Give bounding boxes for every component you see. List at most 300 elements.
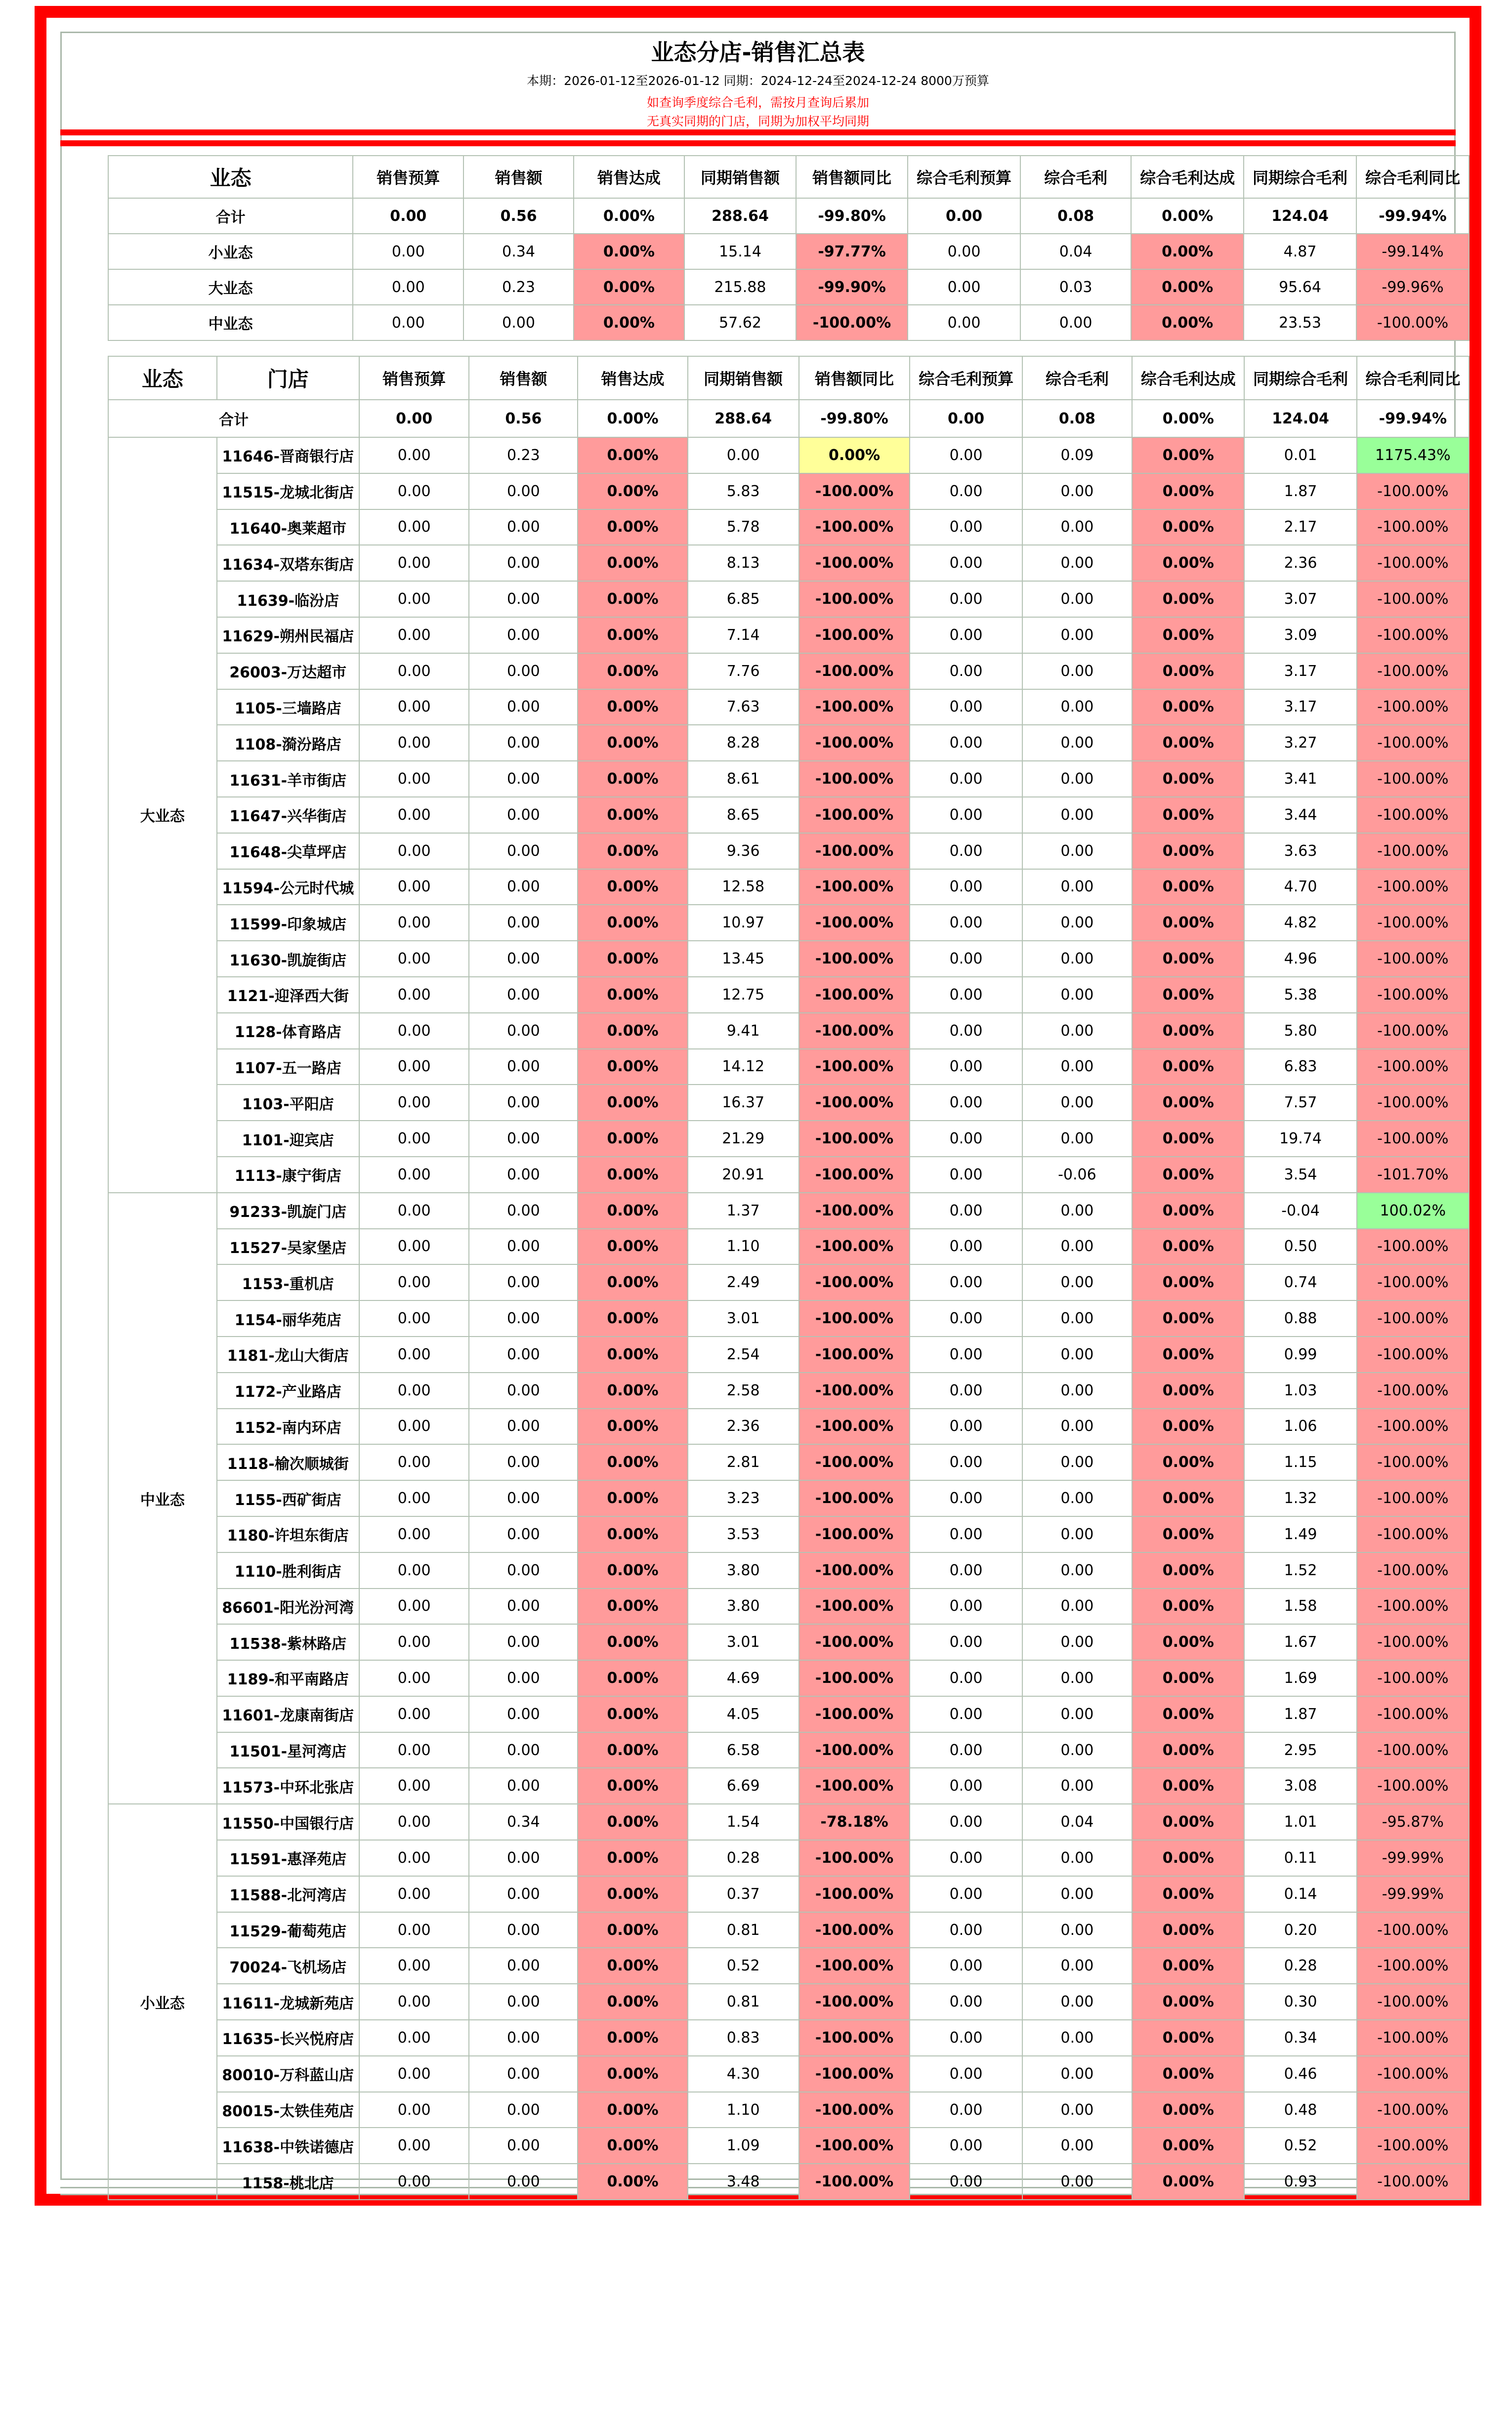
column-header: 综合毛利预算 — [908, 156, 1020, 198]
store-cell: 0.00 — [359, 1696, 469, 1732]
store-cell: 0.00 — [1022, 941, 1132, 977]
table-row — [108, 1085, 1469, 1121]
store-cell: 0.00 — [1022, 725, 1132, 761]
store-cell: 0.00 — [359, 1121, 469, 1157]
store-cell: 0.00% — [578, 725, 687, 761]
store-cell: 0.00 — [469, 797, 578, 833]
store-cell: -100.00% — [799, 689, 910, 725]
store-cell: 0.00 — [359, 1912, 469, 1948]
summary-cell: 23.53 — [1244, 305, 1356, 340]
store-cell: 0.00% — [578, 1444, 687, 1480]
store-cell: 0.00% — [1132, 1660, 1244, 1696]
store-cell: 3.17 — [1244, 689, 1356, 725]
store-name: 1101-迎宾店 — [217, 1121, 359, 1157]
store-name: 11550-中国银行店 — [217, 1804, 359, 1840]
store-cell: 0.00% — [1132, 1516, 1244, 1552]
table-row — [108, 905, 1469, 941]
store-cell: 14.12 — [688, 1049, 799, 1085]
store-cell: 1.58 — [1244, 1589, 1356, 1625]
column-header: 同期综合毛利 — [1244, 356, 1356, 400]
summary-cell: 0.00% — [1131, 269, 1244, 305]
store-cell: 0.00 — [469, 1516, 578, 1552]
store-cell: 0.00 — [1022, 1337, 1132, 1373]
store-cell: 0.00 — [1022, 905, 1132, 941]
store-name: 80010-万科蓝山店 — [217, 2056, 359, 2092]
store-cell: 0.00% — [1132, 1589, 1244, 1625]
store-cell: 0.00% — [1132, 545, 1244, 581]
store-cell: 0.00% — [1132, 1373, 1244, 1409]
store-cell: 0.00% — [1132, 1696, 1244, 1732]
store-cell: 0.00 — [469, 977, 578, 1013]
table-row — [108, 1516, 1469, 1552]
store-cell: 0.00% — [1132, 725, 1244, 761]
store-cell: 0.00 — [359, 977, 469, 1013]
store-cell: 0.00 — [359, 1480, 469, 1516]
table-row — [108, 797, 1469, 833]
summary-header-row — [108, 156, 1469, 198]
store-cell: -0.06 — [1022, 1157, 1132, 1193]
table-row — [108, 1013, 1469, 1049]
store-cell: 3.54 — [1244, 1157, 1356, 1193]
store-cell: 0.48 — [1244, 2092, 1356, 2128]
column-header: 综合毛利 — [1020, 156, 1131, 198]
store-cell: 0.00 — [469, 1444, 578, 1480]
store-cell: 16.37 — [688, 1085, 799, 1121]
store-cell: 0.00 — [910, 833, 1022, 869]
store-cell: 0.00 — [469, 2164, 578, 2200]
store-cell: 0.00 — [359, 1732, 469, 1768]
store-cell: 0.00 — [910, 1085, 1022, 1121]
store-cell: 0.00% — [578, 1552, 687, 1589]
store-cell: -100.00% — [799, 1948, 910, 1984]
store-cell: 0.00% — [578, 2020, 687, 2056]
store-cell: 0.00 — [1022, 977, 1132, 1013]
store-cell: 4.82 — [1244, 905, 1356, 941]
store-cell: 0.00 — [469, 1696, 578, 1732]
store-cell: 0.00 — [910, 941, 1022, 977]
store-cell: 2.95 — [1244, 1732, 1356, 1768]
format-group-label: 中业态 — [108, 1193, 217, 1804]
store-cell: 0.00 — [359, 797, 469, 833]
store-cell: 0.00% — [578, 545, 687, 581]
store-cell: -100.00% — [799, 473, 910, 509]
store-cell: 3.41 — [1244, 761, 1356, 797]
store-cell: 100.02% — [1357, 1193, 1469, 1229]
store-cell: 0.00% — [578, 797, 687, 833]
store-cell: 1.52 — [1244, 1552, 1356, 1589]
store-cell: 8.13 — [688, 545, 799, 581]
store-cell: 0.00 — [469, 653, 578, 689]
store-cell: 0.00 — [910, 1984, 1022, 2020]
store-cell: -100.00% — [799, 941, 910, 977]
summary-row-label: 合计 — [108, 198, 353, 234]
store-name: 11538-紫林路店 — [217, 1624, 359, 1660]
store-cell: 0.81 — [688, 1984, 799, 2020]
store-cell: 1.09 — [688, 2128, 799, 2164]
store-name: 11501-星河湾店 — [217, 1732, 359, 1768]
store-cell: 3.07 — [1244, 581, 1356, 617]
store-cell: -100.00% — [1357, 941, 1469, 977]
store-name: 1158-桃北店 — [217, 2164, 359, 2200]
store-cell: 1.87 — [1244, 1696, 1356, 1732]
store-cell: 0.00% — [578, 1948, 687, 1984]
store-name: 86601-阳光汾河湾 — [217, 1589, 359, 1625]
table-row — [108, 1444, 1469, 1480]
store-cell: 0.00% — [1132, 761, 1244, 797]
report-title: 业态分店-销售汇总表 — [651, 39, 865, 66]
store-cell: -100.00% — [799, 1444, 910, 1480]
store-cell: -100.00% — [799, 2128, 910, 2164]
store-cell: 0.00% — [578, 1157, 687, 1193]
store-cell: -100.00% — [1357, 1696, 1469, 1732]
store-cell: 0.04 — [1022, 1804, 1132, 1840]
store-cell: -100.00% — [1357, 1732, 1469, 1768]
store-cell: 0.00 — [910, 1840, 1022, 1876]
store-cell: 0.00% — [578, 1804, 687, 1840]
detail-total-label: 合计 — [108, 400, 359, 437]
store-cell: 0.00 — [359, 1624, 469, 1660]
store-cell: 2.17 — [1244, 509, 1356, 545]
store-name: 11640-奥莱超市 — [217, 509, 359, 545]
store-cell: 0.00% — [578, 653, 687, 689]
store-cell: 2.36 — [1244, 545, 1356, 581]
summary-cell: 0.00% — [1131, 234, 1244, 269]
store-cell: 0.00% — [578, 1229, 687, 1265]
store-cell: 0.00 — [359, 2020, 469, 2056]
store-cell: -100.00% — [799, 833, 910, 869]
store-cell: 0.00 — [469, 761, 578, 797]
store-cell: 0.00% — [1132, 1409, 1244, 1445]
summary-cell: 0.56 — [463, 198, 573, 234]
store-cell: 0.14 — [1244, 1876, 1356, 1912]
store-name: 11630-凯旋街店 — [217, 941, 359, 977]
store-cell: 0.00 — [359, 2128, 469, 2164]
store-cell: 0.00% — [1132, 1804, 1244, 1840]
table-row — [108, 1373, 1469, 1409]
store-cell: 0.00% — [1132, 1444, 1244, 1480]
store-cell: -100.00% — [799, 1157, 910, 1193]
store-cell: 0.00 — [359, 1552, 469, 1589]
store-cell: 0.00 — [1022, 1264, 1132, 1300]
store-cell: 0.00% — [1132, 1121, 1244, 1157]
store-cell: 0.00% — [1132, 509, 1244, 545]
store-cell: 0.00 — [359, 653, 469, 689]
store-cell: -100.00% — [1357, 1121, 1469, 1157]
store-cell: 0.00% — [578, 473, 687, 509]
store-cell: 0.00 — [359, 1409, 469, 1445]
column-header: 综合毛利达成 — [1131, 156, 1244, 198]
store-cell: -100.00% — [1357, 1409, 1469, 1445]
store-cell: 6.69 — [688, 1768, 799, 1804]
store-cell: 0.00 — [1022, 617, 1132, 653]
store-cell: 0.00 — [359, 617, 469, 653]
store-name: 11591-惠泽苑店 — [217, 1840, 359, 1876]
summary-cell: 0.00% — [1131, 198, 1244, 234]
table-row — [108, 1049, 1469, 1085]
store-cell: 0.00 — [910, 1264, 1022, 1300]
store-cell: 3.09 — [1244, 617, 1356, 653]
table-row — [108, 2020, 1469, 2056]
summary-row-label: 大业态 — [108, 269, 353, 305]
detail-total-cell: 0.00% — [578, 400, 687, 437]
store-cell: 0.00 — [1022, 1085, 1132, 1121]
store-cell: 0.00 — [1022, 1049, 1132, 1085]
store-cell: 10.97 — [688, 905, 799, 941]
store-cell: 0.00 — [359, 1840, 469, 1876]
store-cell: 0.00% — [578, 869, 687, 905]
store-cell: 0.00 — [1022, 1373, 1132, 1409]
store-cell: -100.00% — [799, 545, 910, 581]
store-cell: 0.00 — [359, 2092, 469, 2128]
store-cell: -100.00% — [1357, 1013, 1469, 1049]
detail-total-cell: 0.00 — [910, 400, 1022, 437]
store-cell: 0.00% — [578, 2164, 687, 2200]
store-cell: 0.81 — [688, 1912, 799, 1948]
store-cell: -100.00% — [1357, 1589, 1469, 1625]
table-row — [108, 1337, 1469, 1373]
store-cell: 3.48 — [688, 2164, 799, 2200]
store-cell: 0.28 — [1244, 1948, 1356, 1984]
table-row — [108, 941, 1469, 977]
column-header: 同期销售额 — [684, 156, 796, 198]
store-cell: 2.54 — [688, 1337, 799, 1373]
table-row — [108, 581, 1469, 617]
store-cell: 4.69 — [688, 1660, 799, 1696]
store-cell: 0.00 — [910, 1049, 1022, 1085]
store-cell: 0.52 — [1244, 2128, 1356, 2164]
store-cell: -100.00% — [799, 1589, 910, 1625]
store-cell: 0.00 — [910, 509, 1022, 545]
store-cell: 0.00% — [578, 509, 687, 545]
store-cell: 2.36 — [688, 1409, 799, 1445]
store-cell: -100.00% — [1357, 1552, 1469, 1589]
store-cell: 3.23 — [688, 1480, 799, 1516]
table-row — [108, 653, 1469, 689]
store-cell: 0.00% — [578, 833, 687, 869]
store-cell: 0.00 — [1022, 689, 1132, 725]
column-header: 销售额同比 — [799, 356, 910, 400]
store-cell: 0.00 — [1022, 1300, 1132, 1337]
store-cell: -100.00% — [1357, 725, 1469, 761]
header-divider-top — [60, 129, 1456, 135]
detail-total-cell: -99.80% — [799, 400, 910, 437]
store-cell: 0.00% — [578, 2128, 687, 2164]
detail-header-row — [108, 356, 1469, 400]
store-name: 1128-体育路店 — [217, 1013, 359, 1049]
store-cell: 0.00 — [469, 2056, 578, 2092]
store-cell: 0.00 — [910, 797, 1022, 833]
store-cell: 0.00% — [1132, 977, 1244, 1013]
table-row — [108, 1984, 1469, 2020]
column-header: 销售达成 — [578, 356, 687, 400]
summary-cell: 124.04 — [1244, 198, 1356, 234]
store-cell: 0.00% — [1132, 689, 1244, 725]
store-cell: 5.80 — [1244, 1013, 1356, 1049]
store-cell: 0.00 — [1022, 1193, 1132, 1229]
summary-cell: 0.08 — [1020, 198, 1131, 234]
store-cell: -100.00% — [1357, 1480, 1469, 1516]
summary-cell: 0.34 — [463, 234, 573, 269]
detail-total-row — [108, 400, 1469, 437]
store-cell: 7.57 — [1244, 1085, 1356, 1121]
store-cell: 8.28 — [688, 725, 799, 761]
store-cell: 0.00% — [578, 1840, 687, 1876]
store-cell: 0.00 — [469, 473, 578, 509]
store-cell: 0.00 — [359, 1804, 469, 1840]
detail-total-cell: -99.94% — [1357, 400, 1469, 437]
store-cell: 0.00 — [359, 1049, 469, 1085]
column-header: 销售额同比 — [796, 156, 908, 198]
store-cell: 0.00 — [1022, 1732, 1132, 1768]
store-cell: 0.00 — [1022, 833, 1132, 869]
store-cell: 19.74 — [1244, 1121, 1356, 1157]
store-cell: 8.61 — [688, 761, 799, 797]
store-cell: -100.00% — [1357, 617, 1469, 653]
store-cell: 0.00% — [1132, 833, 1244, 869]
table-row — [108, 1409, 1469, 1445]
store-cell: 0.00 — [469, 617, 578, 653]
store-cell: -100.00% — [799, 509, 910, 545]
store-cell: 0.83 — [688, 2020, 799, 2056]
store-cell: -100.00% — [1357, 653, 1469, 689]
store-cell: -100.00% — [1357, 905, 1469, 941]
detail-total-cell: 124.04 — [1244, 400, 1356, 437]
store-name: 11646-晋商银行店 — [217, 437, 359, 473]
store-cell: 0.00 — [910, 1193, 1022, 1229]
store-name: 11631-羊市街店 — [217, 761, 359, 797]
store-cell: -100.00% — [799, 1840, 910, 1876]
store-cell: 0.00% — [1132, 1300, 1244, 1337]
store-cell: 0.00% — [578, 1085, 687, 1121]
store-cell: 5.78 — [688, 509, 799, 545]
summary-cell: 0.03 — [1020, 269, 1131, 305]
store-cell: -100.00% — [799, 1409, 910, 1445]
store-cell: 0.00 — [910, 1768, 1022, 1804]
store-cell: 1175.43% — [1357, 437, 1469, 473]
store-cell: 0.00 — [1022, 1912, 1132, 1948]
store-cell: 7.63 — [688, 689, 799, 725]
store-cell: 0.00% — [1132, 2020, 1244, 2056]
column-header: 同期综合毛利 — [1244, 156, 1356, 198]
summary-cell: 215.88 — [684, 269, 796, 305]
summary-cell: 0.00 — [908, 234, 1020, 269]
store-cell: 0.00 — [469, 905, 578, 941]
store-cell: -100.00% — [1357, 1444, 1469, 1480]
store-cell: 1.67 — [1244, 1624, 1356, 1660]
store-cell: 0.00% — [578, 1516, 687, 1552]
store-cell: 0.00% — [1132, 1157, 1244, 1193]
store-cell: -100.00% — [799, 2056, 910, 2092]
store-cell: -100.00% — [799, 1480, 910, 1516]
report-note-1: 如查询季度综合毛利，需按月查询后累加 — [646, 95, 869, 110]
store-cell: 0.00 — [469, 1300, 578, 1337]
store-cell: 0.00 — [910, 977, 1022, 1013]
store-cell: 0.00 — [1022, 509, 1132, 545]
table-row — [108, 1264, 1469, 1300]
store-cell: 2.81 — [688, 1444, 799, 1480]
store-cell: 0.00 — [469, 1049, 578, 1085]
store-cell: 0.00 — [910, 1876, 1022, 1912]
store-cell: 3.63 — [1244, 833, 1356, 869]
column-header: 销售额 — [463, 156, 573, 198]
store-name: 1110-胜利街店 — [217, 1552, 359, 1589]
store-cell: 0.00% — [578, 1049, 687, 1085]
store-cell: 0.00 — [910, 1300, 1022, 1337]
store-cell: -100.00% — [799, 797, 910, 833]
store-cell: 0.00 — [359, 1444, 469, 1480]
store-cell: 3.80 — [688, 1552, 799, 1589]
store-cell: 0.00% — [1132, 1085, 1244, 1121]
table-row — [108, 1552, 1469, 1589]
store-cell: 0.34 — [469, 1804, 578, 1840]
store-cell: -100.00% — [799, 977, 910, 1013]
store-cell: 0.00 — [1022, 653, 1132, 689]
store-name: 1108-漪汾路店 — [217, 725, 359, 761]
store-name: 11648-尖草坪店 — [217, 833, 359, 869]
store-cell: -100.00% — [1357, 581, 1469, 617]
summary-row — [108, 305, 1469, 340]
store-cell: 0.00% — [1132, 1049, 1244, 1085]
store-cell: -100.00% — [1357, 2020, 1469, 2056]
store-name: 11573-中环北张店 — [217, 1768, 359, 1804]
store-cell: 0.00% — [1132, 905, 1244, 941]
store-cell: 0.00 — [1022, 2056, 1132, 2092]
table-row — [108, 2164, 1469, 2200]
store-cell: 0.00 — [910, 1804, 1022, 1840]
store-cell: 2.58 — [688, 1373, 799, 1409]
store-cell: 0.00 — [359, 941, 469, 977]
store-cell: 9.41 — [688, 1013, 799, 1049]
store-cell: -100.00% — [1357, 1373, 1469, 1409]
store-name: 11639-临汾店 — [217, 581, 359, 617]
summary-cell: 0.00% — [574, 269, 684, 305]
store-cell: -100.00% — [1357, 1085, 1469, 1121]
store-cell: 0.00 — [1022, 1840, 1132, 1876]
store-cell: 0.00 — [469, 1876, 578, 1912]
store-cell: 0.00% — [1132, 1732, 1244, 1768]
store-cell: 0.00 — [359, 1157, 469, 1193]
store-cell: 0.34 — [1244, 2020, 1356, 2056]
store-cell: -100.00% — [799, 1552, 910, 1589]
store-cell: 0.28 — [688, 1840, 799, 1876]
store-cell: 0.00 — [1022, 797, 1132, 833]
store-cell: 0.00 — [910, 2164, 1022, 2200]
detail-table — [108, 356, 1470, 2200]
store-cell: 0.00% — [1132, 1193, 1244, 1229]
store-cell: -100.00% — [799, 905, 910, 941]
detail-total-cell: 0.00% — [1132, 400, 1244, 437]
store-cell: 1.54 — [688, 1804, 799, 1840]
store-cell: 0.00 — [910, 2128, 1022, 2164]
store-cell: -100.00% — [1357, 869, 1469, 905]
store-name: 1152-南内环店 — [217, 1409, 359, 1445]
store-cell: 0.00 — [1022, 545, 1132, 581]
store-cell: -100.00% — [1357, 1984, 1469, 2020]
store-cell: 0.00 — [359, 1984, 469, 2020]
store-cell: 0.00 — [910, 1373, 1022, 1409]
table-row — [108, 1732, 1469, 1768]
store-cell: 0.00 — [910, 473, 1022, 509]
store-cell: 0.88 — [1244, 1300, 1356, 1337]
summary-row — [108, 198, 1469, 234]
store-cell: 0.00 — [1022, 2128, 1132, 2164]
store-cell: 0.11 — [1244, 1840, 1356, 1876]
store-cell: 0.00 — [469, 1013, 578, 1049]
store-cell: -100.00% — [1357, 1049, 1469, 1085]
store-cell: 0.00 — [469, 725, 578, 761]
store-cell: -100.00% — [799, 1049, 910, 1085]
store-cell: -100.00% — [799, 2092, 910, 2128]
